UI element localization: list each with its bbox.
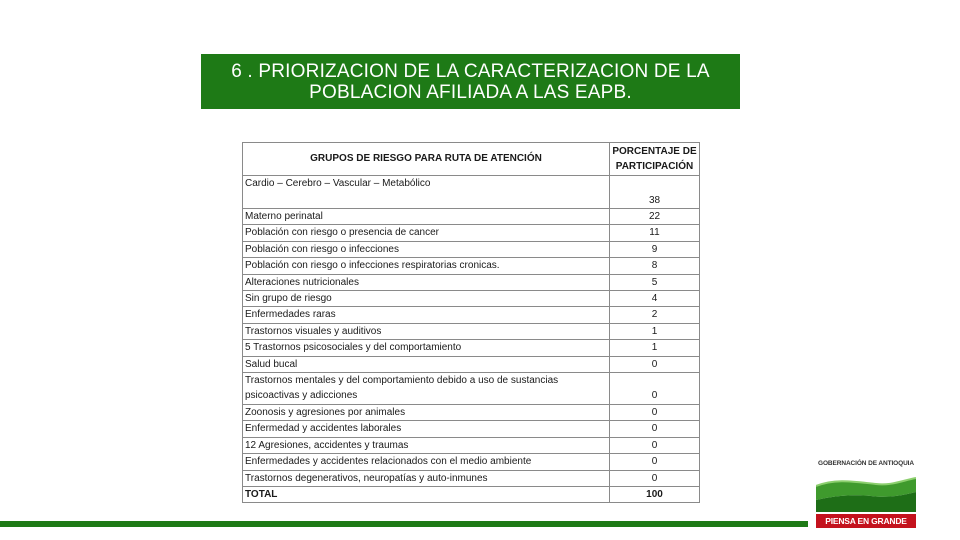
table-row bbox=[243, 307, 700, 323]
row-label: Zoonosis y agresiones por animales bbox=[243, 404, 610, 420]
table-row bbox=[243, 291, 700, 307]
row-label: Salud bucal bbox=[243, 356, 610, 372]
logo-caption: GOBERNACIÓN DE ANTIOQUIA bbox=[818, 460, 914, 467]
row-label: Cardio – Cerebro – Vascular – Metabólico bbox=[243, 176, 610, 209]
row-value: 38 bbox=[610, 176, 700, 209]
table-row bbox=[243, 258, 700, 274]
row-label: Materno perinatal bbox=[243, 209, 610, 225]
table-row bbox=[243, 454, 700, 470]
table-row bbox=[243, 274, 700, 290]
row-value: 9 bbox=[610, 241, 700, 257]
slide-title bbox=[201, 54, 740, 109]
row-label: Trastornos degenerativos, neuropatías y auto-inmunes bbox=[243, 470, 610, 486]
row-label: Enfermedades y accidentes relacionados con el medio ambiente bbox=[243, 454, 610, 470]
row-label: Trastornos visuales y auditivos bbox=[243, 323, 610, 339]
row-label: Alteraciones nutricionales bbox=[243, 274, 610, 290]
column-header-group: GRUPOS DE RIESGO PARA RUTA DE ATENCIÓN bbox=[243, 143, 610, 176]
table-row bbox=[243, 404, 700, 420]
table-row bbox=[243, 323, 700, 339]
row-value: 11 bbox=[610, 225, 700, 241]
antioquia-flag-icon bbox=[816, 472, 916, 512]
row-label: Sin grupo de riesgo bbox=[243, 291, 610, 307]
total-value: 100 bbox=[610, 486, 700, 502]
row-value: 8 bbox=[610, 258, 700, 274]
table-header-row bbox=[243, 143, 700, 176]
row-label: Enfermedad y accidentes laborales bbox=[243, 421, 610, 437]
table-row bbox=[243, 209, 700, 225]
row-label: Población con riesgo o infecciones respiratorias cronicas. bbox=[243, 258, 610, 274]
row-label: Enfermedades raras bbox=[243, 307, 610, 323]
row-value: 4 bbox=[610, 291, 700, 307]
row-value: 0 bbox=[610, 454, 700, 470]
risk-groups-table bbox=[242, 142, 700, 503]
table-row bbox=[243, 241, 700, 257]
row-value: 1 bbox=[610, 340, 700, 356]
title-line-2: POBLACION AFILIADA A LAS EAPB. bbox=[309, 81, 632, 103]
table-row bbox=[243, 470, 700, 486]
column-header-percent bbox=[610, 143, 700, 176]
row-label: Población con riesgo o presencia de cancer bbox=[243, 225, 610, 241]
row-value: 5 bbox=[610, 274, 700, 290]
title-line-1: 6 . PRIORIZACION DE LA CARACTERIZACION DE LA bbox=[231, 60, 710, 82]
row-value: 0 bbox=[610, 470, 700, 486]
table-row bbox=[243, 356, 700, 372]
row-label: 5 Trastornos psicosociales y del comportamiento bbox=[243, 340, 610, 356]
total-label: TOTAL bbox=[243, 486, 610, 502]
footer-green-bar bbox=[0, 521, 808, 527]
table-total-row bbox=[243, 486, 700, 502]
row-label: 12 Agresiones, accidentes y traumas bbox=[243, 437, 610, 453]
row-label: Población con riesgo o infecciones bbox=[243, 241, 610, 257]
table-row bbox=[243, 176, 700, 209]
logo-slogan: PIENSA EN GRANDE bbox=[816, 514, 916, 528]
table-row bbox=[243, 421, 700, 437]
table-row bbox=[243, 225, 700, 241]
table-row bbox=[243, 340, 700, 356]
row-value: 1 bbox=[610, 323, 700, 339]
row-value: 0 bbox=[610, 373, 700, 405]
gobernacion-logo bbox=[812, 456, 920, 530]
row-value: 0 bbox=[610, 437, 700, 453]
row-value: 22 bbox=[610, 209, 700, 225]
row-label: Trastornos mentales y del comportamiento debido a uso de sustancias psicoactivas y adicciones bbox=[243, 373, 610, 405]
row-value: 0 bbox=[610, 421, 700, 437]
table-row bbox=[243, 373, 700, 405]
table-row bbox=[243, 437, 700, 453]
percent-header-line-1: PORCENTAJE DE bbox=[612, 145, 697, 157]
row-value: 2 bbox=[610, 307, 700, 323]
row-value: 0 bbox=[610, 404, 700, 420]
row-value: 0 bbox=[610, 356, 700, 372]
percent-header-line-2: PARTICIPACIÓN bbox=[615, 161, 694, 172]
